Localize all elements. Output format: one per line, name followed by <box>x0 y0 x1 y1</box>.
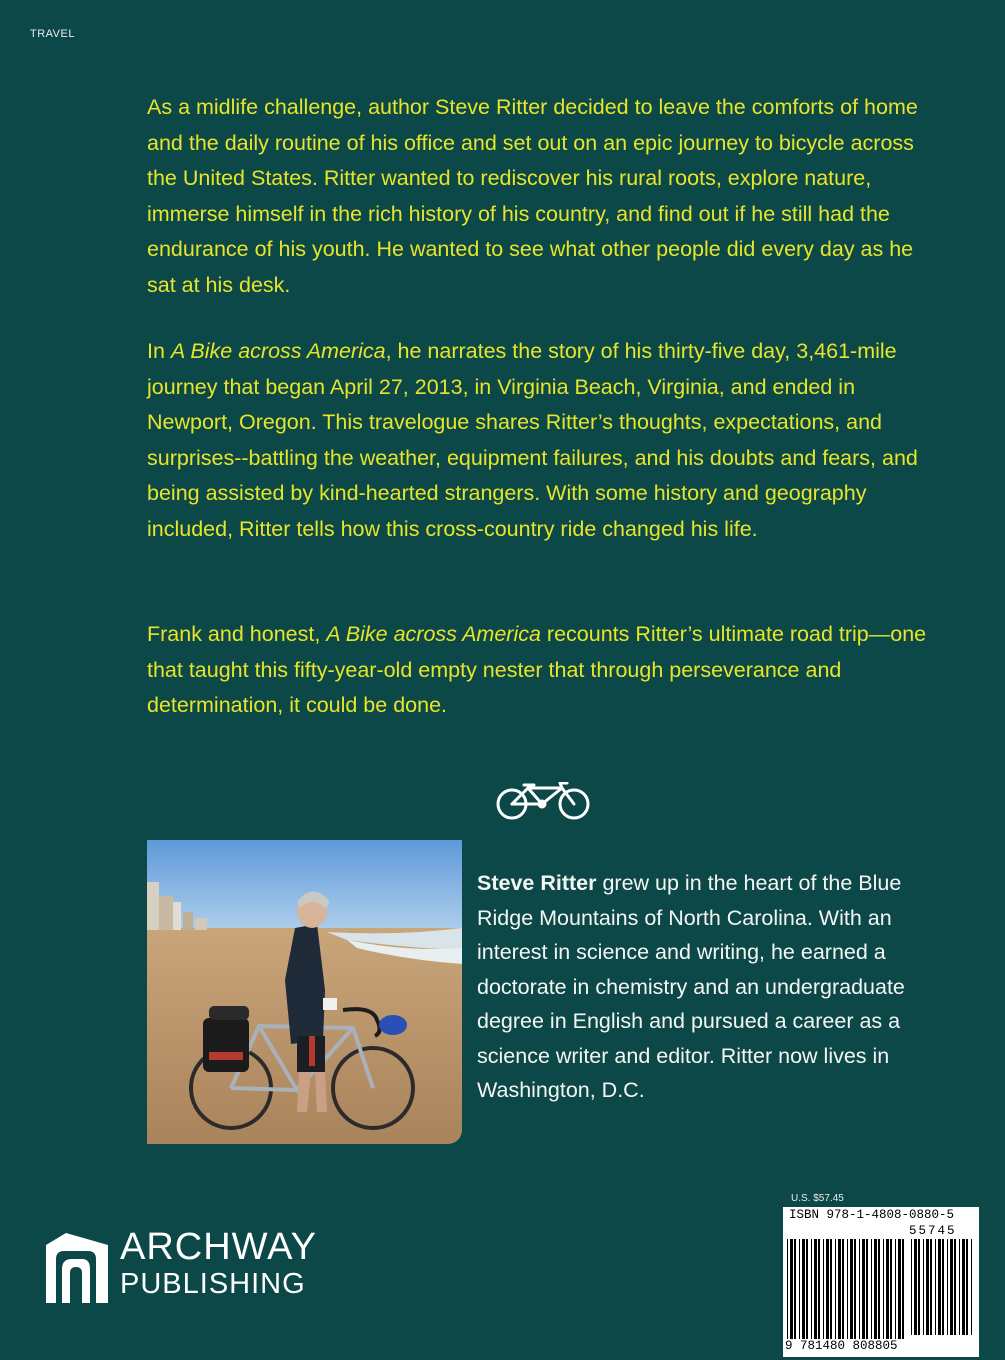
barcode-bar <box>799 1239 800 1339</box>
barcode-bar <box>914 1239 917 1335</box>
barcode-bar <box>830 1239 832 1339</box>
barcode-bar <box>911 1239 912 1335</box>
price-code: 55745 <box>909 1224 957 1238</box>
author-photo <box>147 840 462 1144</box>
barcode-bar <box>886 1239 889 1339</box>
barcode-bar <box>854 1239 856 1339</box>
bicycle-icon <box>492 782 594 820</box>
barcode-bar <box>871 1239 872 1339</box>
barcode-bar <box>847 1239 848 1339</box>
barcode-bar <box>818 1239 820 1339</box>
barcode-bar <box>959 1239 960 1335</box>
barcode-bar <box>890 1239 892 1339</box>
barcode-bar <box>823 1239 824 1339</box>
barcode-bar <box>862 1239 865 1339</box>
barcode-bar <box>926 1239 929 1335</box>
description-paragraph-3: Frank and honest, A Bike across America recounts Ritter’s ultimate road trip—one that taught this fifty-year-old empty nester that through perseverance and determination, it could be done. <box>147 622 927 717</box>
barcode-bar <box>814 1239 817 1339</box>
barcode-bar <box>938 1239 941 1335</box>
barcode-bar <box>835 1239 836 1339</box>
barcode-bar <box>838 1239 841 1339</box>
barcode-addon-bars <box>911 1239 975 1335</box>
barcode-bar <box>790 1239 793 1339</box>
barcode-bar <box>935 1239 936 1335</box>
book-title: A Bike across America <box>170 339 386 363</box>
barcode-bar <box>826 1239 829 1339</box>
barcode-bar <box>930 1239 932 1335</box>
barcode-bar <box>842 1239 844 1339</box>
description-paragraph-2: In A Bike across America, he narrates the story of his thirty-five day, 3,461-mile journey that began April 27, 2013, in Virginia Beach, Virginia, and ended in Newport, Oregon. This travelogue shares Ritter’s thoughts, expectations, and surprises--battling the weather, equipment failures, and his doubts and fears, and being assisted by kind-hearted strangers. With some history and geography included, Ritter tells how this cross-country ride changed his life. <box>147 339 918 541</box>
category-label: TRAVEL <box>30 28 75 40</box>
barcode-bar <box>878 1239 880 1339</box>
barcode-bar <box>947 1239 948 1335</box>
barcode-bar <box>866 1239 868 1339</box>
isbn-number: ISBN 978-1-4808-0880-5 <box>789 1208 955 1222</box>
barcode-bar <box>954 1239 956 1335</box>
barcode-bar <box>898 1239 901 1339</box>
isbn-barcode <box>783 1207 979 1357</box>
price-label: U.S. $57.45 <box>791 1193 844 1204</box>
barcode-bar <box>806 1239 808 1339</box>
barcode-bar <box>895 1239 896 1339</box>
barcode-bar <box>950 1239 953 1335</box>
barcode-bar <box>918 1239 920 1335</box>
barcode-bar <box>923 1239 924 1335</box>
barcode-bar <box>850 1239 853 1339</box>
description-paragraph-1: As a midlife challenge, author Steve Ritter decided to leave the comforts of home and the daily routine of his office and set out on an epic journey to bicycle across the United States. Ritter wanted to rediscover his rural roots, explore nature, immerse himself in the rich history of his country, and find out if he still had the endurance of his youth. He wanted to see what other people did every day as he sat at his desk. <box>147 95 918 297</box>
barcode-bar <box>787 1239 788 1339</box>
barcode-bar <box>811 1239 812 1339</box>
archway-logo-icon <box>46 1233 108 1303</box>
barcode-bar <box>902 1239 904 1339</box>
publisher-name: ARCHWAY PUBLISHING <box>120 1226 317 1300</box>
barcode-bar <box>794 1239 796 1339</box>
barcode-bar <box>971 1239 972 1335</box>
barcode-bar <box>859 1239 860 1339</box>
author-name: Steve Ritter <box>477 871 597 895</box>
barcode-bar <box>802 1239 805 1339</box>
barcode-bar <box>962 1239 965 1335</box>
barcode-bar <box>966 1239 968 1335</box>
ean-digits: 9 781480 808805 <box>785 1339 898 1353</box>
barcode-bar <box>883 1239 884 1339</box>
barcode-bars <box>787 1239 907 1339</box>
barcode-bar <box>942 1239 944 1335</box>
book-title: A Bike across America <box>326 622 541 646</box>
barcode-bar <box>874 1239 877 1339</box>
author-bio: Steve Ritter grew up in the heart of the Blue Ridge Mountains of North Carolina. With an interest in science and writing, he earned a doctorate in chemistry and an undergraduate degree in English and pursued a career as a science writer and editor. Ritter now lives in Washington, D.C. <box>477 871 905 1102</box>
